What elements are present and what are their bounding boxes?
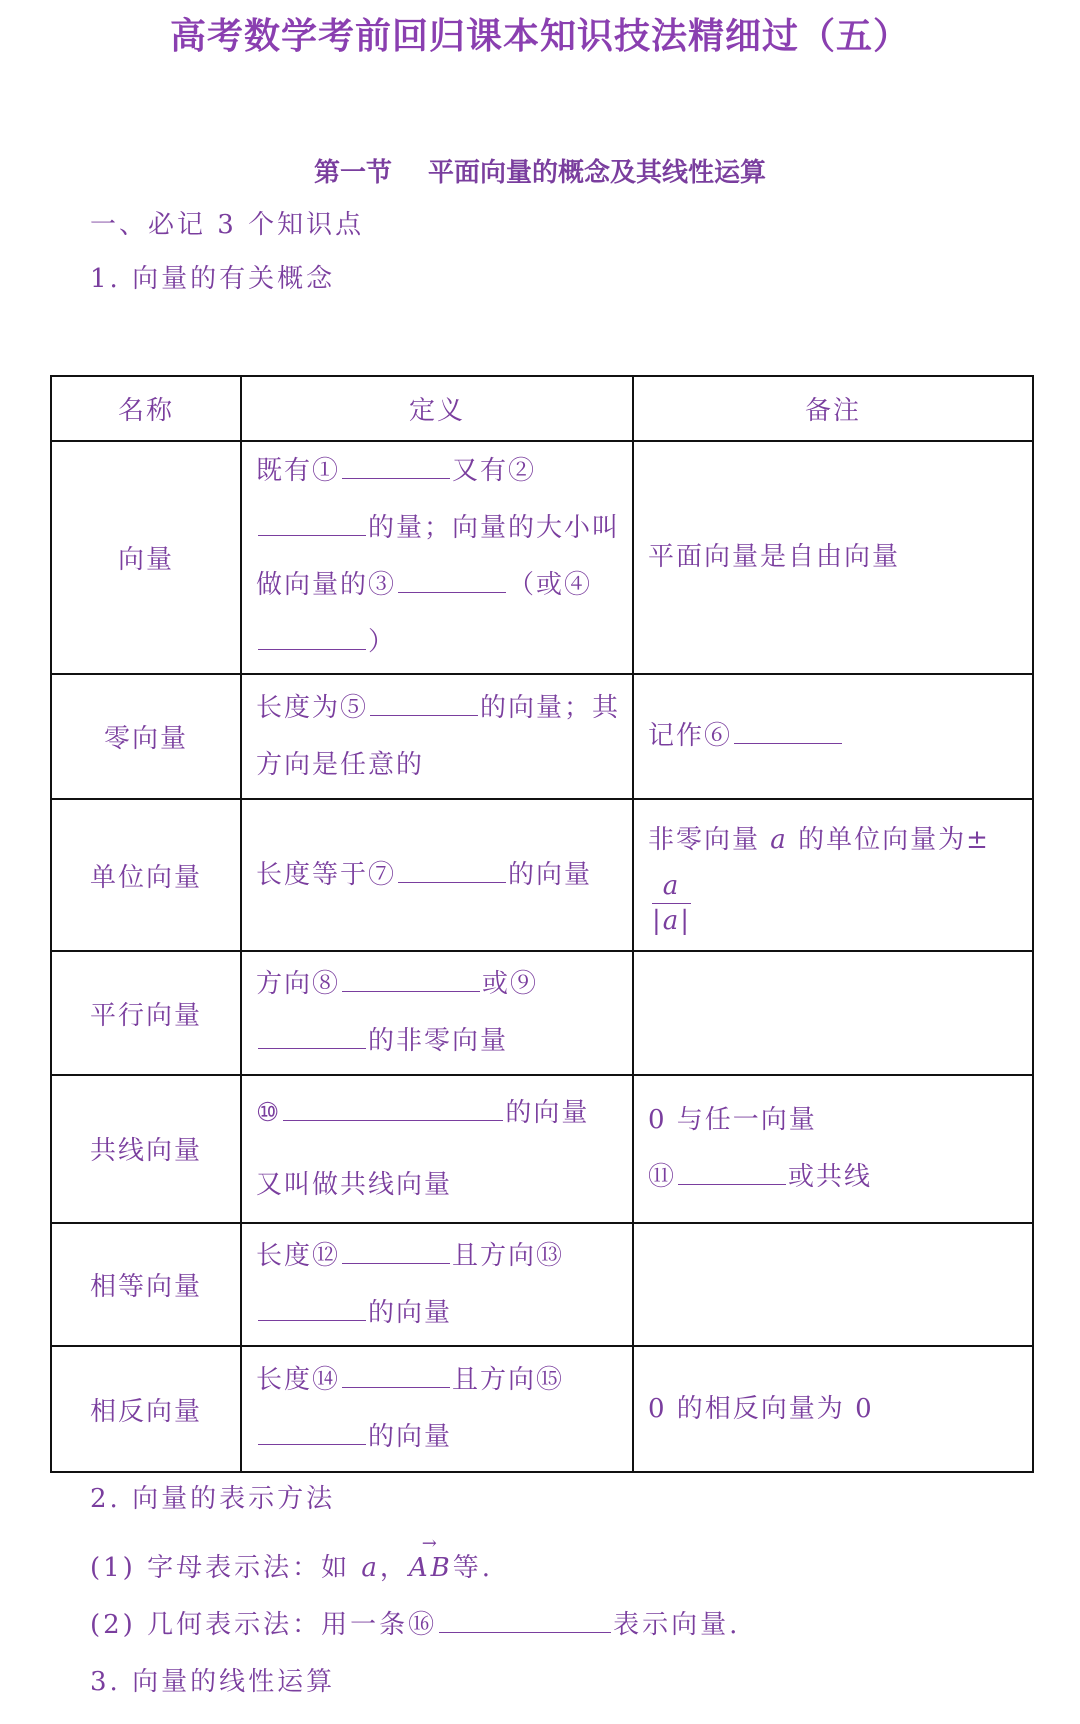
answer-blank — [258, 507, 366, 536]
unit-vector-fraction — [652, 869, 691, 938]
blank-number: ⑯ — [408, 1610, 438, 1640]
row-note — [633, 1223, 1033, 1347]
answer-blank — [370, 687, 478, 716]
row-name: 相反向量 — [51, 1346, 241, 1472]
answer-blank — [342, 450, 450, 479]
answer-blank — [398, 564, 506, 593]
header-note: 备注 — [633, 376, 1033, 441]
blank-number: ⑨ — [510, 969, 539, 1000]
section-name: 平面向量的概念及其线性运算 — [428, 158, 767, 188]
blank-number: ⑩ — [256, 1097, 282, 1128]
table-row — [51, 674, 1033, 800]
row-definition: ⑩ 的向量 又叫做共线向量 — [241, 1075, 633, 1223]
row-definition: 长度为⑤ 的向量；其方向是任意的 — [241, 674, 633, 800]
answer-blank — [439, 1604, 611, 1633]
variable-a: a — [770, 825, 788, 856]
table-row — [51, 441, 1033, 674]
heading-vector-concepts: 1. 向量的有关概念 — [90, 264, 336, 294]
answer-blank — [342, 1235, 450, 1264]
row-name: 平行向量 — [51, 951, 241, 1075]
row-name: 向量 — [51, 441, 241, 674]
table-header-row — [51, 376, 1033, 441]
document-title: 高考数学考前回归课本知识技法精细过（五） — [169, 15, 910, 57]
row-definition: 长度⑭ 且方向⑮ 的向量 — [241, 1346, 633, 1472]
answer-blank — [342, 1359, 450, 1388]
row-note: 0 与任一向量 ⑪ 或共线 — [633, 1075, 1033, 1223]
blank-number: ⑮ — [536, 1365, 565, 1396]
row-note: 记作⑥ — [633, 674, 1033, 800]
header-name: 名称 — [51, 376, 241, 441]
blank-number: ② — [508, 456, 537, 487]
blank-number: ⑧ — [312, 969, 341, 1000]
answer-blank — [258, 621, 366, 650]
answer-blank — [283, 1092, 503, 1121]
vector-concept-table — [50, 375, 1034, 1473]
fraction-numerator: a — [652, 869, 691, 904]
heading-linear-operations: 3. 向量的线性运算 — [90, 1667, 336, 1697]
answer-blank — [398, 854, 506, 883]
row-name: 单位向量 — [51, 799, 241, 951]
table-row — [51, 1346, 1033, 1472]
blank-number: ⑥ — [704, 721, 733, 752]
table-row — [51, 951, 1033, 1075]
row-definition: 既有① 又有②的量；向量的大小叫做向量的③ （或④ ） — [241, 441, 633, 674]
vector-ab: → AB — [409, 1553, 453, 1583]
table-row — [51, 1075, 1033, 1223]
blank-number: ⑭ — [312, 1365, 341, 1396]
answer-blank — [734, 715, 842, 744]
row-name: 共线向量 — [51, 1075, 241, 1223]
answer-blank — [342, 963, 480, 992]
blank-number: ⑤ — [340, 692, 369, 723]
blank-number: ③ — [368, 570, 397, 601]
blank-number: ⑬ — [536, 1240, 565, 1271]
table-row — [51, 799, 1033, 951]
geometric-representation: (2) 几何表示法：用一条⑯ 表示向量. — [90, 1604, 740, 1641]
blank-number: ① — [312, 456, 341, 487]
row-definition: 方向⑧ 或⑨ 的非零向量 — [241, 951, 633, 1075]
answer-blank — [258, 1416, 366, 1445]
row-name: 零向量 — [51, 674, 241, 800]
row-note: 非零向量 a 的单位向量为± $\frac{a}{|a|}$ — [633, 799, 1033, 951]
variable-a: a — [361, 1553, 380, 1583]
answer-blank — [258, 1292, 366, 1321]
answer-blank — [678, 1156, 786, 1185]
blank-number: ⑪ — [648, 1161, 677, 1192]
table-row — [51, 1223, 1033, 1347]
section-number: 第一节 — [313, 158, 392, 188]
row-definition: 长度等于⑦ 的向量 — [241, 799, 633, 951]
heading-knowledge-points: 一、必记 3 个知识点 — [90, 210, 365, 240]
fraction-denominator: |a| — [652, 906, 692, 937]
answer-blank — [258, 1020, 366, 1049]
row-note — [633, 951, 1033, 1075]
header-definition: 定义 — [241, 376, 633, 441]
blank-number: ⑦ — [368, 859, 397, 890]
row-name: 相等向量 — [51, 1223, 241, 1347]
blank-number: ⑫ — [312, 1240, 341, 1271]
row-note: 0 的相反向量为 0 — [633, 1346, 1033, 1472]
row-definition: 长度⑫ 且方向⑬ 的向量 — [241, 1223, 633, 1347]
blank-number: ④ — [564, 570, 593, 601]
letter-representation: (1) 字母表示法：如 a，→ AB等. — [90, 1547, 493, 1584]
heading-vector-representation: 2. 向量的表示方法 — [90, 1484, 336, 1514]
section-title — [0, 152, 1080, 189]
row-note: 平面向量是自由向量 — [633, 441, 1033, 674]
